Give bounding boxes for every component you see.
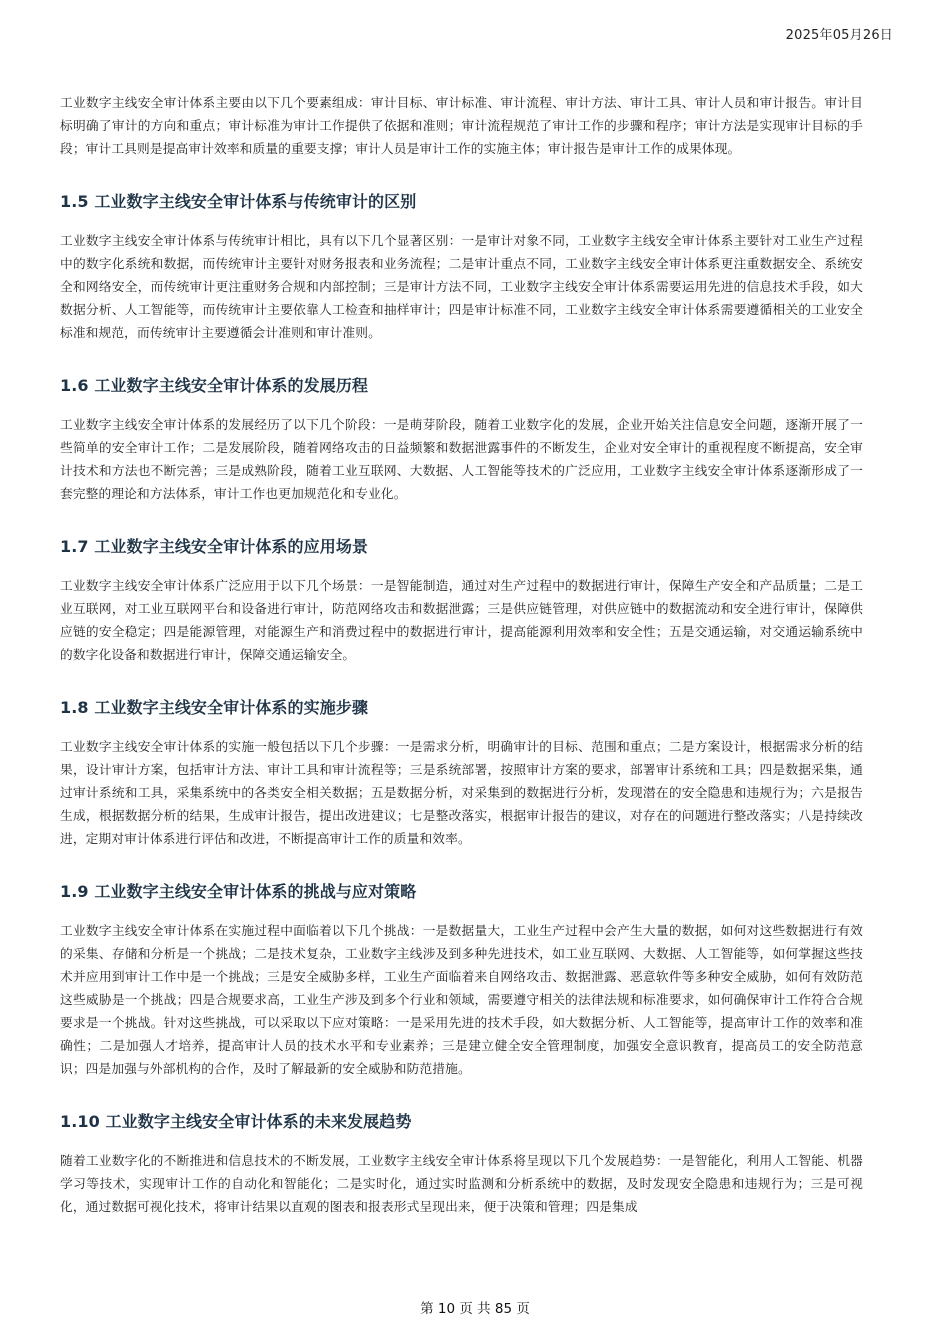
- section-paragraph-1-7: 工业数字主线安全审计体系广泛应用于以下几个场景：一是智能制造，通过对生产过程中的数据进行审计，保障生产安全和产品质量；二是工业互联网，对工业互联网平台和设备进行审计，防范网络攻击和数据泄露；三是供应链管理，对供应链中的数据流动和安全进行审计，保障供应链的安全稳定；四是能源管理，对能源生产和消费过程中的数据进行审计，提高能源利用效率和安全性；五是交通运输，对交通运输系统中的数字化设备和数据进行审计，保障交通运输安全。: [60, 578, 863, 662]
- section-paragraph-1-5: 工业数字主线安全审计体系与传统审计相比，具有以下几个显著区别：一是审计对象不同，工业数字主线安全审计体系主要针对工业生产过程中的数字化系统和数据，而传统审计主要针对财务报表和业务流程；二是审计重点不同，工业数字主线安全审计体系更注重数据安全、系统安全和网络安全，而传统审计更注重财务合规和内部控制；三是审计方法不同，工业数字主线安全审计体系需要运用先进的信息技术手段，如大数据分析、人工智能等，而传统审计主要依靠人工检查和抽样审计；四是审计标准不同，工业数字主线安全审计体系需要遵循相关的工业安全标准和规范，而传统审计主要遵循会计准则和审计准则。: [60, 233, 863, 340]
- section-heading-1-5: 1.5 工业数字主线安全审计体系与传统审计的区别: [60, 192, 417, 211]
- page-date: 2025年05月26日: [785, 28, 893, 43]
- section-heading-1-8: 1.8 工业数字主线安全审计体系的实施步骤: [60, 698, 369, 717]
- section-heading-1-9: 1.9 工业数字主线安全审计体系的挑战与应对策略: [60, 882, 417, 901]
- section-paragraph-1-8: 工业数字主线安全审计体系的实施一般包括以下几个步骤：一是需求分析，明确审计的目标、范围和重点；二是方案设计，根据需求分析的结果，设计审计方案，包括审计方法、审计工具和审计流程等；三是系统部署，按照审计方案的要求，部署审计系统和工具；四是数据采集，通过审计系统和工具，采集系统中的各类安全相关数据；五是数据分析，对采集到的数据进行分析，发现潜在的安全隐患和违规行为；六是报告生成，根据数据分析的结果，生成审计报告，提出改进建议；七是整改落实，根据审计报告的建议，对存在的问题进行整改落实；八是持续改进，定期对审计体系进行评估和改进，不断提高审计工作的质量和效率。: [60, 739, 863, 846]
- section-paragraph-1-6: 工业数字主线安全审计体系的发展经历了以下几个阶段：一是萌芽阶段，随着工业数字化的发展，企业开始关注信息安全问题，逐渐开展了一些简单的安全审计工作；二是发展阶段，随着网络攻击的日益频繁和数据泄露事件的不断发生，企业对安全审计的重视程度不断提高，安全审计技术和方法也不断完善；三是成熟阶段，随着工业互联网、大数据、人工智能等技术的广泛应用，工业数字主线安全审计体系逐渐形成了一套完整的理论和方法体系，审计工作也更加规范化和专业化。: [60, 417, 863, 501]
- section-paragraph-1-9: 工业数字主线安全审计体系在实施过程中面临着以下几个挑战：一是数据量大，工业生产过程中会产生大量的数据，如何对这些数据进行有效的采集、存储和分析是一个挑战；二是技术复杂，工业数字主线涉及到多种先进技术，如工业互联网、大数据、人工智能等，如何掌握这些技术并应用到审计工作中是一个挑战；三是安全威胁多样，工业生产面临着来自网络攻击、数据泄露、恶意软件等多种安全威胁，如何有效防范这些威胁是一个挑战；四是合规要求高，工业生产涉及到多个行业和领域，需要遵守相关的法律法规和标准要求，如何确保审计工作符合合规要求是一个挑战。针对这些挑战，可以采取以下应对策略：一是采用先进的技术手段，如大数据分析、人工智能等，提高审计工作的效率和准确性；二是加强人才培养，提高审计人员的技术水平和专业素养；三是建立健全安全管理制度，加强安全意识教育，提高员工的安全防范意识；四是加强与外部机构的合作，及时了解最新的安全威胁和防范措施。: [60, 923, 863, 1076]
- section-heading-1-10: 1.10 工业数字主线安全审计体系的未来发展趋势: [60, 1112, 412, 1131]
- document-body: [60, 91, 863, 1218]
- section-paragraph-1-10: 随着工业数字化的不断推进和信息技术的不断发展，工业数字主线安全审计体系将呈现以下几个发展趋势：一是智能化，利用人工智能、机器学习等技术，实现审计工作的自动化和智能化；二是实时化，通过实时监测和分析系统中的数据，及时发现安全隐患和违规行为；三是可视化，通过数据可视化技术，将审计结果以直观的图表和报表形式呈现出来，便于决策和管理；四是集成: [60, 1153, 863, 1214]
- section-heading-1-7: 1.7 工业数字主线安全审计体系的应用场景: [60, 537, 369, 556]
- page-number-footer: 第 10 页 共 85 页: [420, 1301, 530, 1317]
- section-heading-1-6: 1.6 工业数字主线安全审计体系的发展历程: [60, 376, 369, 395]
- intro-paragraph: 工业数字主线安全审计体系主要由以下几个要素组成：审计目标、审计标准、审计流程、审计方法、审计工具、审计人员和审计报告。审计目标明确了审计的方向和重点；审计标准为审计工作提供了依据和准则；审计流程规范了审计工作的步骤和程序；审计方法是实现审计目标的手段；审计工具则是提高审计效率和质量的重要支撑；审计人员是审计工作的实施主体；审计报告是审计工作的成果体现。: [60, 95, 863, 156]
